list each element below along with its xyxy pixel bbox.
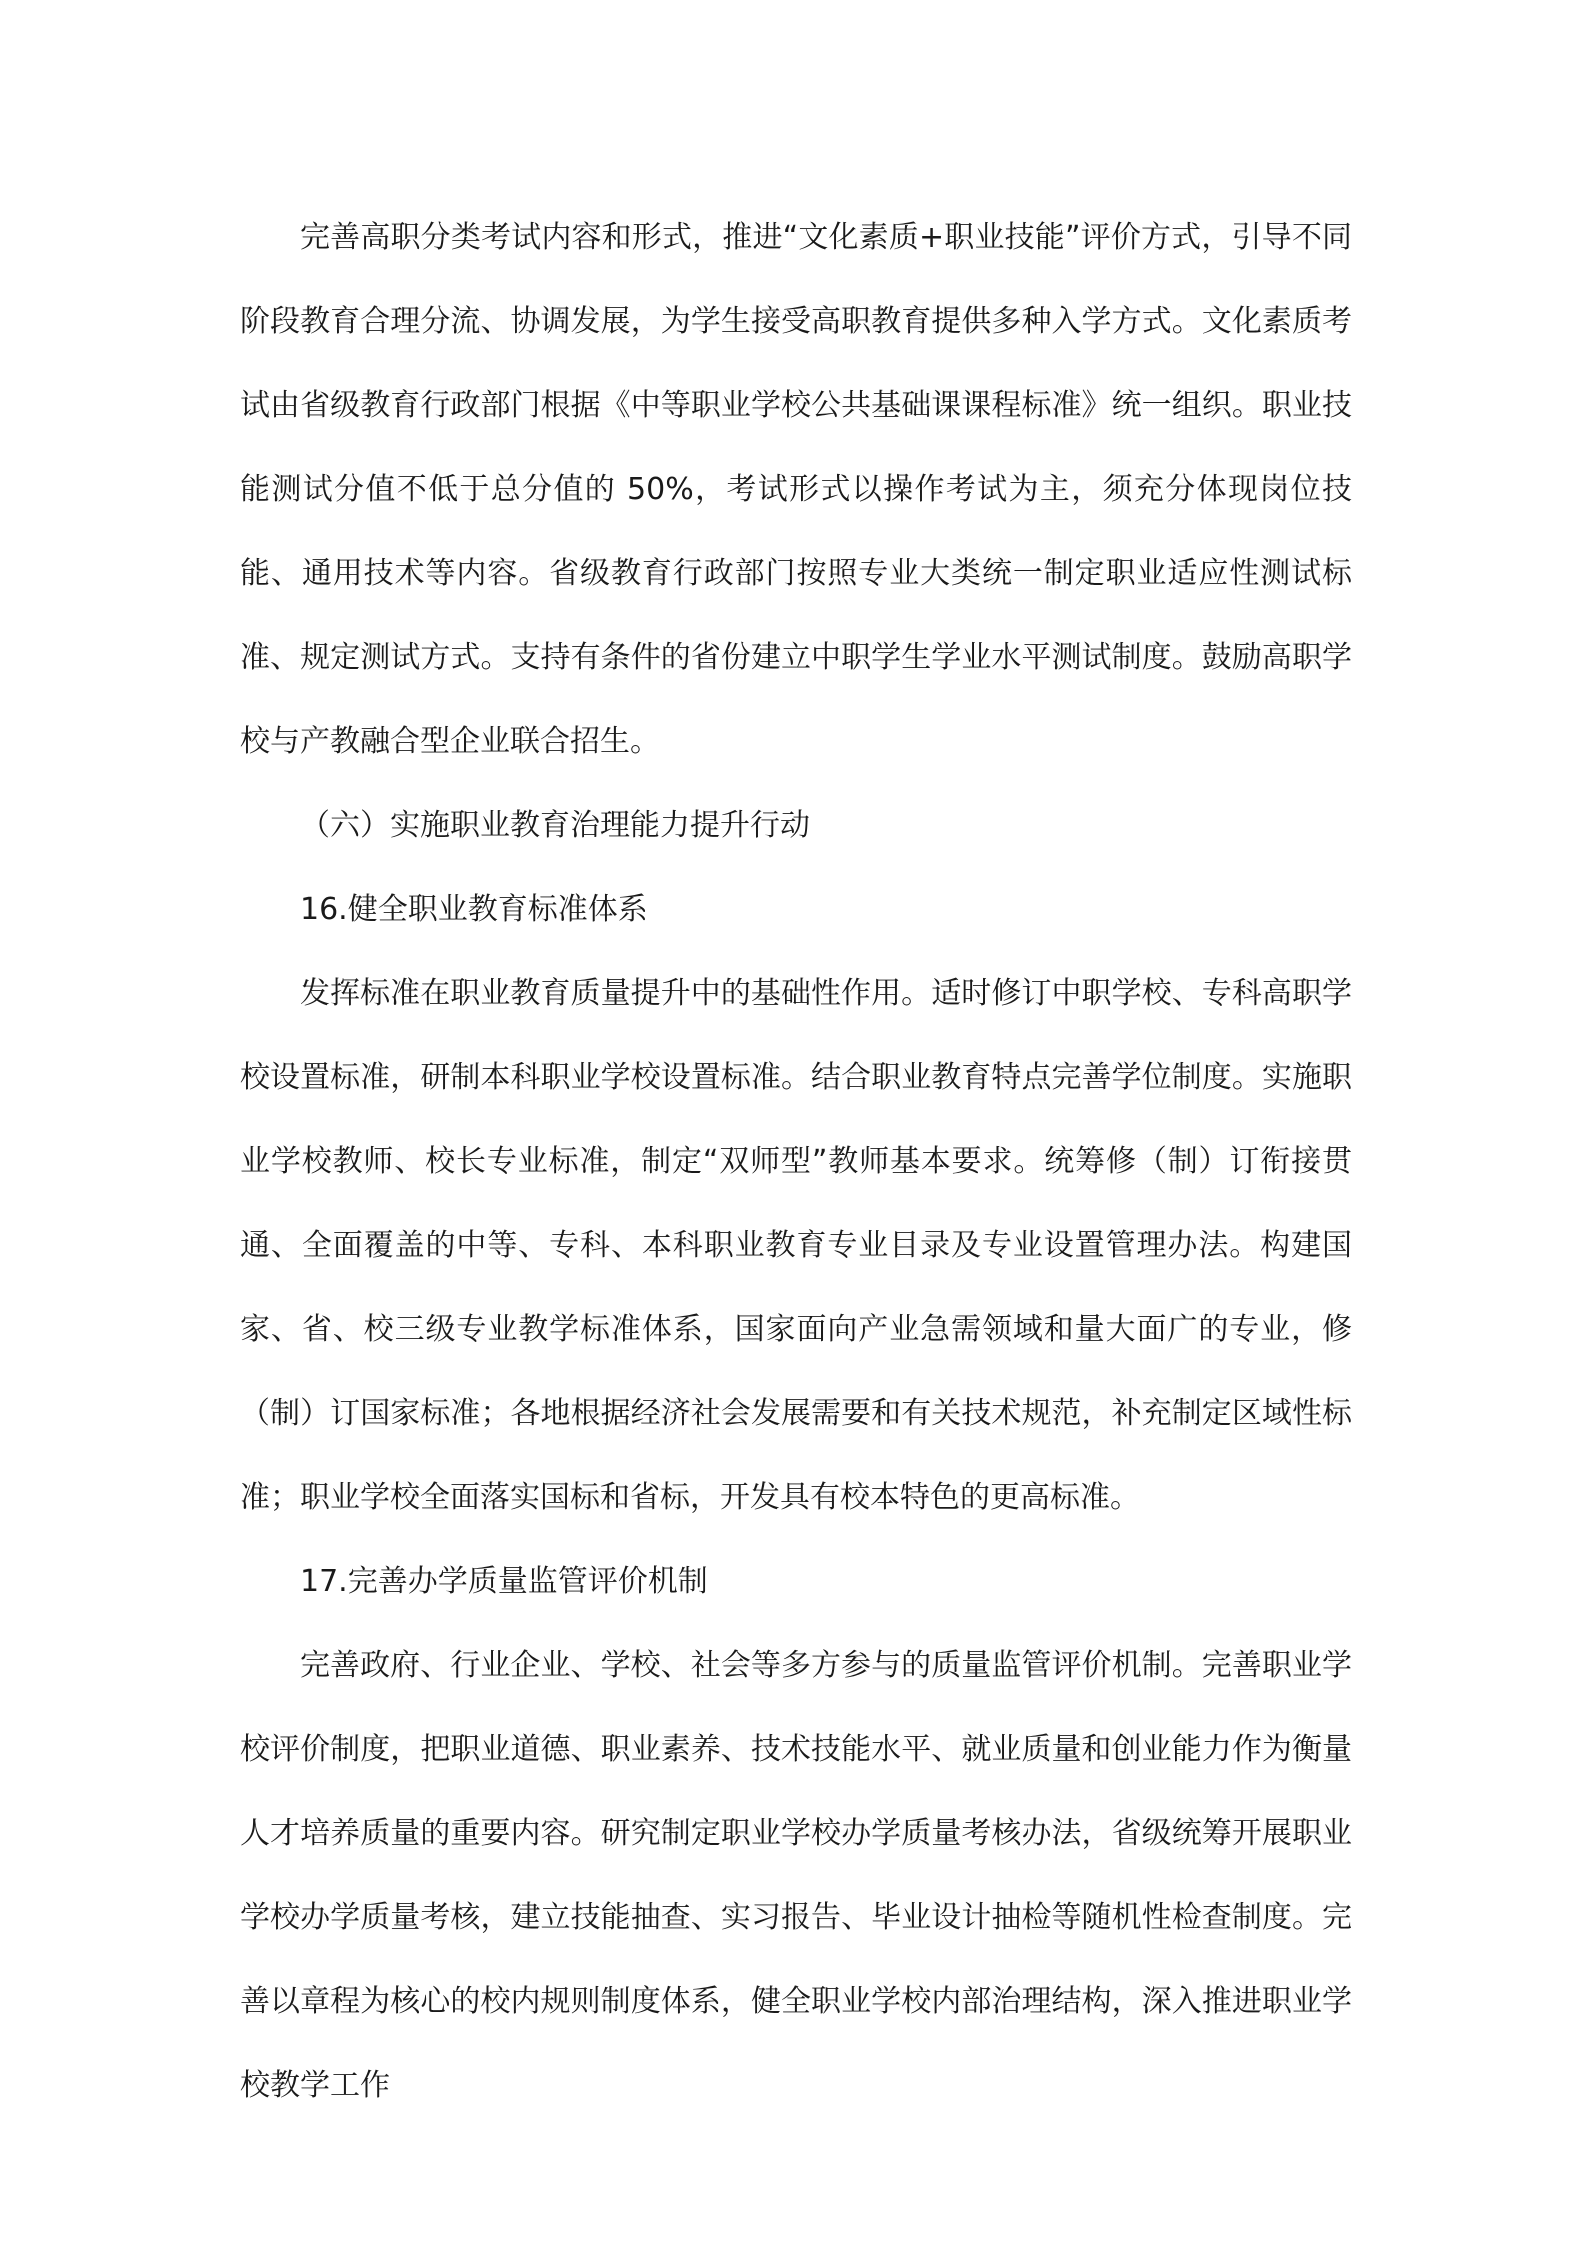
section-heading-6: （六）实施职业教育治理能力提升行动 bbox=[300, 808, 810, 843]
paragraph-quality-evaluation: 完善政府、行业企业、学校、社会等多方参与的质量监管评价机制。完善职业学校评价制度，把职业道德、职业素养、技术技能水平、就业质量和创业能力作为衡量人才培养质量的重要内容。研究制定职业学校办学质量考核办法，省级统筹开展职业学校办学质量考核，建立技能抽查、实习报告、毕业设计抽检等随机性检查制度。完善以章程为核心的校内规则制度体系，健全职业学校内部治理结构，深入推进职业学校教学工作 bbox=[240, 1648, 1352, 2103]
paragraph-exam-reform: 完善高职分类考试内容和形式，推进“文化素质+职业技能”评价方式，引导不同阶段教育合理分流、协调发展，为学生接受高职教育提供多种入学方式。文化素质考试由省级教育行政部门根据《中等职业学校公共基础课课程标准》统一组织。职业技能测试分值不低于总分值的 50%，考试形式以操作考试为主，须充分体现岗位技能、通用技术等内容。省级教育行政部门按照专业大类统一制定职业适应性测试标准、规定测试方式。支持有条件的省份建立中职学生学业水平测试制度。鼓励高职学校与产教融合型企业联合招生。 bbox=[240, 220, 1352, 759]
subheading-16: 16.健全职业教育标准体系 bbox=[300, 892, 648, 927]
paragraph-standards: 发挥标准在职业教育质量提升中的基础性作用。适时修订中职学校、专科高职学校设置标准，研制本科职业学校设置标准。结合职业教育特点完善学位制度。实施职业学校教师、校长专业标准，制定“双师型”教师基本要求。统筹修（制）订衔接贯通、全面覆盖的中等、专科、本科职业教育专业目录及专业设置管理办法。构建国家、省、校三级专业教学标准体系，国家面向产业急需领域和量大面广的专业，修（制）订国家标准；各地根据经济社会发展需要和有关技术规范，补充制定区域性标准；职业学校全面落实国标和省标，开发具有校本特色的更高标准。 bbox=[240, 976, 1352, 1515]
document-body bbox=[240, 196, 1352, 2128]
subheading-17: 17.完善办学质量监管评价机制 bbox=[300, 1564, 708, 1599]
